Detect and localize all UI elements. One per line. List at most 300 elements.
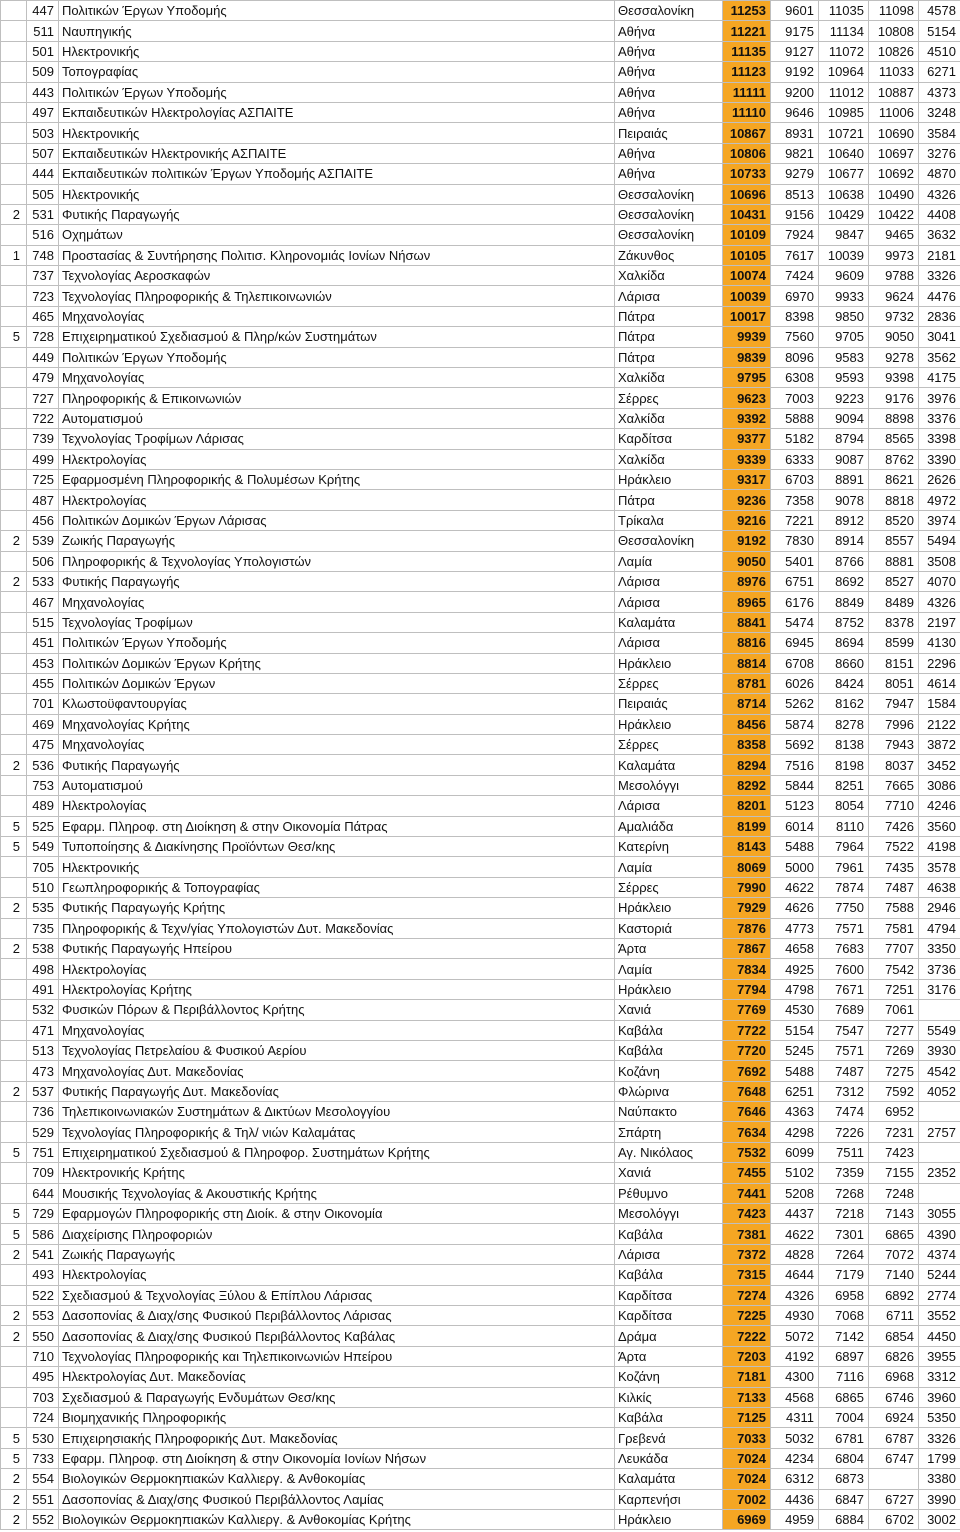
score-cell: 3976 (919, 388, 960, 408)
score-cell: 5874 (771, 714, 819, 734)
score-cell: 7155 (869, 1163, 919, 1183)
table-row (1, 673, 960, 693)
table-row (1, 388, 960, 408)
main-score-cell: 9216 (723, 510, 771, 530)
code-cell: 501 (27, 41, 59, 61)
score-cell: 9175 (771, 21, 819, 41)
score-cell: 4436 (771, 1489, 819, 1509)
city-cell: Ρέθυμνο (615, 1183, 723, 1203)
group-cell: 5 (1, 1428, 27, 1448)
group-cell (1, 429, 27, 449)
score-cell: 4234 (771, 1448, 819, 1468)
code-cell: 455 (27, 673, 59, 693)
score-cell: 8931 (771, 123, 819, 143)
main-score-cell: 7033 (723, 1428, 771, 1448)
department-cell: Τεχνολογίας Πληροφορικής και Τηλεπικοινωνιών Ηπείρου (59, 1346, 615, 1366)
main-score-cell: 11111 (723, 82, 771, 102)
group-cell (1, 775, 27, 795)
score-cell: 5474 (771, 612, 819, 632)
city-cell: Καρδίτσα (615, 1285, 723, 1305)
table-body (1, 1, 960, 1530)
group-cell (1, 1183, 27, 1203)
department-cell: Πληροφορικής & Επικοινωνιών (59, 388, 615, 408)
score-cell: 8565 (869, 429, 919, 449)
department-cell: Ηλεκτρολογίας (59, 1265, 615, 1285)
table-row (1, 1367, 960, 1387)
score-cell: 5888 (771, 408, 819, 428)
city-cell: Άρτα (615, 1346, 723, 1366)
main-score-cell: 9939 (723, 327, 771, 347)
main-score-cell: 7133 (723, 1387, 771, 1407)
city-cell: Ηράκλειο (615, 979, 723, 999)
score-cell: 5102 (771, 1163, 819, 1183)
score-cell: 7301 (819, 1224, 869, 1244)
score-cell: 9200 (771, 82, 819, 102)
score-cell: 7423 (869, 1142, 919, 1162)
score-cell: 7560 (771, 327, 819, 347)
city-cell: Σπάρτη (615, 1122, 723, 1142)
score-cell: 7511 (819, 1142, 869, 1162)
group-cell (1, 164, 27, 184)
main-score-cell: 10109 (723, 225, 771, 245)
score-cell: 10638 (819, 184, 869, 204)
score-cell: 7671 (819, 979, 869, 999)
main-score-cell: 7125 (723, 1407, 771, 1427)
code-cell: 515 (27, 612, 59, 632)
score-cell: 9192 (771, 62, 819, 82)
main-score-cell: 8841 (723, 612, 771, 632)
score-cell: 9176 (869, 388, 919, 408)
score-cell: 4192 (771, 1346, 819, 1366)
department-cell: Εκπαιδευτικών Ηλεκτρολογίας ΑΣΠΑΙΤΕ (59, 102, 615, 122)
score-cell: 10985 (819, 102, 869, 122)
city-cell: Καλαμάτα (615, 1469, 723, 1489)
group-cell: 5 (1, 816, 27, 836)
score-cell: 7474 (819, 1102, 869, 1122)
city-cell: Ηράκλειο (615, 653, 723, 673)
score-cell: 4175 (919, 368, 960, 388)
score-cell: 8692 (819, 571, 869, 591)
score-cell: 3176 (919, 979, 960, 999)
score-cell: 3055 (919, 1204, 960, 1224)
score-cell: 5401 (771, 551, 819, 571)
main-score-cell: 7722 (723, 1020, 771, 1040)
score-cell: 6945 (771, 633, 819, 653)
score-cell: 3955 (919, 1346, 960, 1366)
score-cell: 9788 (869, 266, 919, 286)
score-cell: 7061 (869, 1000, 919, 1020)
city-cell: Καβάλα (615, 1407, 723, 1427)
score-cell: 9850 (819, 306, 869, 326)
score-cell: 7542 (869, 959, 919, 979)
score-cell: 7004 (819, 1407, 869, 1427)
score-cell: 9278 (869, 347, 919, 367)
city-cell: Θεσσαλονίκη (615, 184, 723, 204)
table-row (1, 1040, 960, 1060)
department-cell: Ζωικής Παραγωγής (59, 1244, 615, 1264)
score-cell: 3990 (919, 1489, 960, 1509)
score-cell: 4437 (771, 1204, 819, 1224)
main-score-cell: 8069 (723, 857, 771, 877)
score-cell: 5549 (919, 1020, 960, 1040)
department-cell: Φυτικής Παραγωγής (59, 571, 615, 591)
score-cell: 3632 (919, 225, 960, 245)
score-cell: 3960 (919, 1387, 960, 1407)
department-cell: Σχεδιασμού & Τεχνολογίας Ξύλου & Επίπλου Λάρισας (59, 1285, 615, 1305)
code-cell: 549 (27, 837, 59, 857)
score-cell: 8398 (771, 306, 819, 326)
group-cell (1, 694, 27, 714)
score-cell: 9933 (819, 286, 869, 306)
score-cell: 8151 (869, 653, 919, 673)
department-cell: Πολιτικών Έργων Υποδομής (59, 82, 615, 102)
group-cell: 2 (1, 1469, 27, 1489)
score-cell: 11134 (819, 21, 869, 41)
score-cell: 7665 (869, 775, 919, 795)
table-row (1, 490, 960, 510)
city-cell: Καρπενήσι (615, 1489, 723, 1509)
group-cell (1, 368, 27, 388)
score-cell: 7426 (869, 816, 919, 836)
table-row (1, 918, 960, 938)
department-cell: Ηλεκτρονικής (59, 41, 615, 61)
city-cell: Γρεβενά (615, 1428, 723, 1448)
department-cell: Πολιτικών Έργων Υποδομής (59, 347, 615, 367)
score-cell: 7588 (869, 898, 919, 918)
group-cell (1, 735, 27, 755)
table-row (1, 1306, 960, 1326)
group-cell: 2 (1, 1081, 27, 1101)
main-score-cell: 9377 (723, 429, 771, 449)
group-cell (1, 1346, 27, 1366)
group-cell (1, 673, 27, 693)
city-cell: Λάρισα (615, 633, 723, 653)
table-row (1, 123, 960, 143)
score-cell: 7218 (819, 1204, 869, 1224)
code-cell: 443 (27, 82, 59, 102)
score-cell: 7943 (869, 735, 919, 755)
city-cell: Καλαμάτα (615, 755, 723, 775)
code-cell: 725 (27, 469, 59, 489)
score-cell: 6970 (771, 286, 819, 306)
main-score-cell: 8781 (723, 673, 771, 693)
score-cell: 6703 (771, 469, 819, 489)
score-cell: 4363 (771, 1102, 819, 1122)
score-cell: 7277 (869, 1020, 919, 1040)
main-score-cell: 8358 (723, 735, 771, 755)
code-cell: 535 (27, 898, 59, 918)
score-cell: 9465 (869, 225, 919, 245)
score-cell: 8599 (869, 633, 919, 653)
table-row (1, 21, 960, 41)
table-row (1, 1509, 960, 1529)
score-cell: 5350 (919, 1407, 960, 1427)
score-cell: 4510 (919, 41, 960, 61)
score-cell: 9398 (869, 368, 919, 388)
code-cell: 495 (27, 1367, 59, 1387)
score-cell: 7116 (819, 1367, 869, 1387)
department-cell: Φυσικών Πόρων & Περιβάλλοντος Κρήτης (59, 1000, 615, 1020)
department-cell: Πληροφορικής & Τεχν/γίας Υπολογιστών Δυτ. Μακεδονίας (59, 918, 615, 938)
score-cell: 3578 (919, 857, 960, 877)
city-cell: Καρδίτσα (615, 1306, 723, 1326)
score-cell: 4794 (919, 918, 960, 938)
main-score-cell: 9236 (723, 490, 771, 510)
score-cell: 4052 (919, 1081, 960, 1101)
main-score-cell: 11221 (723, 21, 771, 41)
score-cell: 7487 (869, 877, 919, 897)
table-row (1, 551, 960, 571)
table-row (1, 429, 960, 449)
group-cell: 5 (1, 1204, 27, 1224)
city-cell: Πάτρα (615, 490, 723, 510)
score-cell: 8162 (819, 694, 869, 714)
table-row (1, 775, 960, 795)
department-cell: Δασοπονίας & Διαχ/σης Φυσικού Περιβάλλοντος Καβάλας (59, 1326, 615, 1346)
score-cell: 4930 (771, 1306, 819, 1326)
table-row (1, 449, 960, 469)
score-cell: 6727 (869, 1489, 919, 1509)
code-cell: 539 (27, 531, 59, 551)
city-cell: Αθήνα (615, 41, 723, 61)
score-cell: 3736 (919, 959, 960, 979)
score-cell: 10808 (869, 21, 919, 41)
city-cell: Χαλκίδα (615, 408, 723, 428)
score-cell: 5123 (771, 796, 819, 816)
score-cell: 3326 (919, 1428, 960, 1448)
score-cell: 6884 (819, 1509, 869, 1529)
department-cell: Πολιτικών Δομικών Έργων Λάρισας (59, 510, 615, 530)
score-cell: 9732 (869, 306, 919, 326)
group-cell (1, 796, 27, 816)
main-score-cell: 11135 (723, 41, 771, 61)
code-cell: 449 (27, 347, 59, 367)
score-cell: 6892 (869, 1285, 919, 1305)
code-cell: 533 (27, 571, 59, 591)
department-cell: Μηχανολογίας (59, 735, 615, 755)
city-cell: Χανιά (615, 1000, 723, 1020)
group-cell: 2 (1, 1244, 27, 1264)
table-row (1, 1020, 960, 1040)
score-cell: 3376 (919, 408, 960, 428)
code-cell: 710 (27, 1346, 59, 1366)
main-score-cell: 7222 (723, 1326, 771, 1346)
main-score-cell: 7794 (723, 979, 771, 999)
score-cell: 9973 (869, 245, 919, 265)
score-cell: 7487 (819, 1061, 869, 1081)
main-score-cell: 7423 (723, 1204, 771, 1224)
main-score-cell: 8456 (723, 714, 771, 734)
code-cell: 536 (27, 755, 59, 775)
group-cell (1, 469, 27, 489)
score-cell: 2181 (919, 245, 960, 265)
score-cell: 6026 (771, 673, 819, 693)
city-cell: Καρδίτσα (615, 429, 723, 449)
score-cell: 9156 (771, 204, 819, 224)
score-cell: 8914 (819, 531, 869, 551)
main-score-cell: 9623 (723, 388, 771, 408)
table-row (1, 1122, 960, 1142)
table-row (1, 62, 960, 82)
score-cell: 6746 (869, 1387, 919, 1407)
city-cell: Ηράκλειο (615, 898, 723, 918)
code-cell: 709 (27, 1163, 59, 1183)
code-cell: 467 (27, 592, 59, 612)
score-cell: 7547 (819, 1020, 869, 1040)
code-cell: 510 (27, 877, 59, 897)
group-cell (1, 347, 27, 367)
city-cell: Άρτα (615, 938, 723, 958)
score-cell: 7947 (869, 694, 919, 714)
table-row (1, 1285, 960, 1305)
group-cell: 1 (1, 245, 27, 265)
department-cell: Μηχανολογίας (59, 368, 615, 388)
table-row (1, 877, 960, 897)
score-cell: 3452 (919, 755, 960, 775)
score-cell: 8520 (869, 510, 919, 530)
department-cell: Ηλεκτρολογίας (59, 490, 615, 510)
code-cell: 489 (27, 796, 59, 816)
department-cell: Φυτικής Παραγωγής (59, 204, 615, 224)
code-cell: 736 (27, 1102, 59, 1122)
city-cell: Λάρισα (615, 592, 723, 612)
department-cell: Τεχνολογίας Αεροσκαφών (59, 266, 615, 286)
code-cell: 473 (27, 1061, 59, 1081)
score-cell: 7068 (819, 1306, 869, 1326)
code-cell: 737 (27, 266, 59, 286)
score-cell: 8051 (869, 673, 919, 693)
table-row (1, 1102, 960, 1122)
score-cell: 9078 (819, 490, 869, 510)
department-cell: Εφαρμογών Πληροφορικής στη Διοίκ. & στην Οικονομία (59, 1204, 615, 1224)
department-cell: Τοπογραφίας (59, 62, 615, 82)
city-cell: Λάρισα (615, 571, 723, 591)
city-cell: Ηράκλειο (615, 714, 723, 734)
score-cell: 7358 (771, 490, 819, 510)
score-cell: 6897 (819, 1346, 869, 1366)
city-cell: Χαλκίδα (615, 449, 723, 469)
score-cell: 8752 (819, 612, 869, 632)
main-score-cell: 7929 (723, 898, 771, 918)
city-cell: Καλαμάτα (615, 612, 723, 632)
score-cell: 6968 (869, 1367, 919, 1387)
score-cell: 7140 (869, 1265, 919, 1285)
department-cell: Ηλεκτρολογίας (59, 449, 615, 469)
department-cell: Τεχνολογίας Πληροφορικής & Τηλ/ νιών Καλαμάτας (59, 1122, 615, 1142)
score-cell: 5208 (771, 1183, 819, 1203)
score-cell: 7830 (771, 531, 819, 551)
main-score-cell: 10017 (723, 306, 771, 326)
score-cell: 4638 (919, 877, 960, 897)
city-cell: Κοζάνη (615, 1367, 723, 1387)
department-cell: Φυτικής Παραγωγής (59, 755, 615, 775)
department-cell: Επιχειρηματικού Σχεδιασμού & Πληροφορ. Συστημάτων Κρήτης (59, 1142, 615, 1162)
score-cell: 1799 (919, 1448, 960, 1468)
group-cell (1, 1061, 27, 1081)
city-cell: Αθήνα (615, 82, 723, 102)
score-cell: 11006 (869, 102, 919, 122)
code-cell: 550 (27, 1326, 59, 1346)
score-cell: 9646 (771, 102, 819, 122)
score-cell: 5244 (919, 1265, 960, 1285)
table-row (1, 266, 960, 286)
code-cell: 537 (27, 1081, 59, 1101)
main-score-cell: 10867 (723, 123, 771, 143)
city-cell: Σέρρες (615, 877, 723, 897)
score-cell: 7617 (771, 245, 819, 265)
main-score-cell: 11253 (723, 1, 771, 21)
score-cell: 6312 (771, 1469, 819, 1489)
code-cell: 735 (27, 918, 59, 938)
code-cell: 727 (27, 388, 59, 408)
city-cell: Ηράκλειο (615, 469, 723, 489)
city-cell: Σέρρες (615, 735, 723, 755)
city-cell: Θεσσαλονίκη (615, 531, 723, 551)
score-cell: 9127 (771, 41, 819, 61)
score-cell: 11012 (819, 82, 869, 102)
table-row (1, 1244, 960, 1264)
code-cell: 724 (27, 1407, 59, 1427)
score-cell: 7275 (869, 1061, 919, 1081)
code-cell: 722 (27, 408, 59, 428)
group-cell (1, 225, 27, 245)
code-cell: 701 (27, 694, 59, 714)
score-cell: 4198 (919, 837, 960, 857)
score-cell: 7435 (869, 857, 919, 877)
score-cell: 4542 (919, 1061, 960, 1081)
city-cell: Λαμία (615, 959, 723, 979)
group-cell (1, 143, 27, 163)
department-cell: Τυποποίησης & Διακίνησης Προϊόντων Θεσ/κης (59, 837, 615, 857)
score-cell: 5072 (771, 1326, 819, 1346)
group-cell: 2 (1, 1326, 27, 1346)
code-cell: 444 (27, 164, 59, 184)
score-cell: 6708 (771, 653, 819, 673)
department-cell: Πολιτικών Έργων Υποδομής (59, 633, 615, 653)
table-row (1, 755, 960, 775)
group-cell (1, 286, 27, 306)
table-row (1, 735, 960, 755)
score-cell: 7522 (869, 837, 919, 857)
main-score-cell: 9192 (723, 531, 771, 551)
department-cell: Μηχανολογίας (59, 592, 615, 612)
main-score-cell: 8292 (723, 775, 771, 795)
score-cell: 8278 (819, 714, 869, 734)
main-score-cell: 8143 (723, 837, 771, 857)
score-cell: 7179 (819, 1265, 869, 1285)
main-score-cell: 7720 (723, 1040, 771, 1060)
table-row (1, 469, 960, 489)
city-cell: Θεσσαλονίκη (615, 204, 723, 224)
score-cell: 10429 (819, 204, 869, 224)
department-cell: Μηχανολογίας (59, 306, 615, 326)
department-cell: Επιχειρηματικού Σχεδιασμού & Πληρ/κών Συστημάτων (59, 327, 615, 347)
table-row (1, 41, 960, 61)
main-score-cell: 9050 (723, 551, 771, 571)
city-cell: Αμαλιάδα (615, 816, 723, 836)
table-row (1, 1387, 960, 1407)
department-cell: Εφαρμ. Πληροφ. στη Διοίκηση & στην Οικονομία Ιονίων Νήσων (59, 1448, 615, 1468)
code-cell: 644 (27, 1183, 59, 1203)
group-cell (1, 551, 27, 571)
group-cell (1, 62, 27, 82)
code-cell: 509 (27, 62, 59, 82)
score-cell: 8694 (819, 633, 869, 653)
score-cell: 2626 (919, 469, 960, 489)
main-score-cell: 8294 (723, 755, 771, 775)
score-cell: 7072 (869, 1244, 919, 1264)
code-cell: 733 (27, 1448, 59, 1468)
